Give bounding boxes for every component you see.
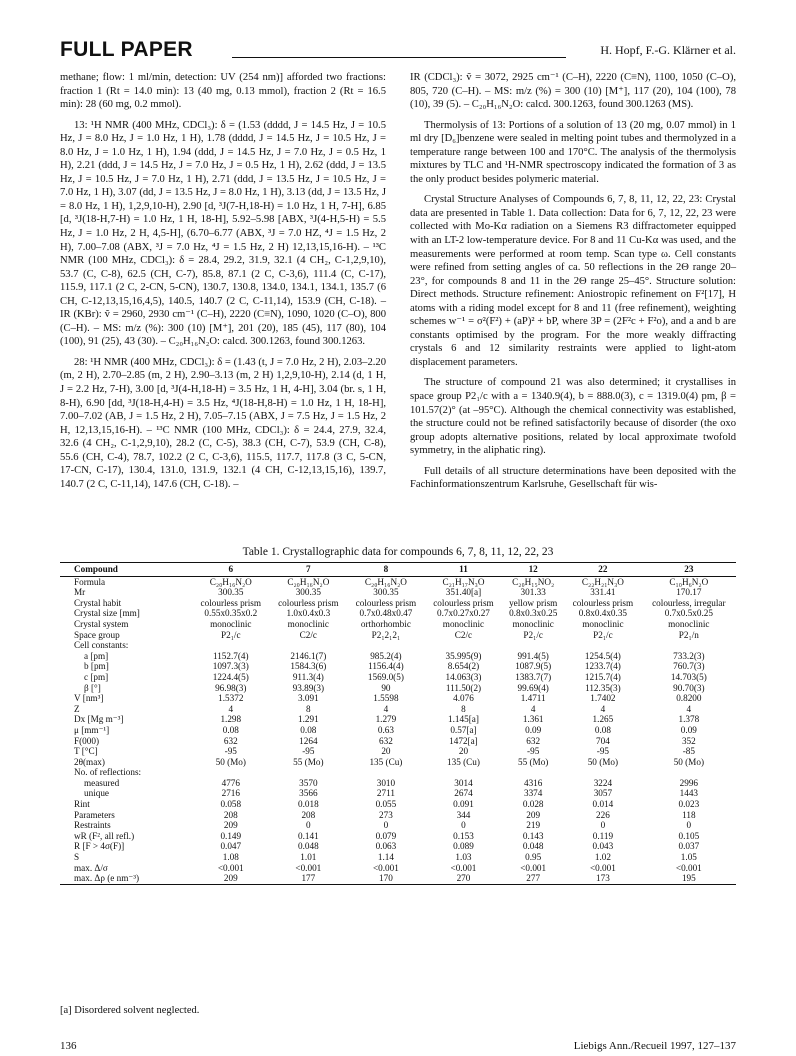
row-label: Z [74, 703, 80, 714]
row-label: Parameters [74, 809, 115, 820]
table-cell: 1.5598 [373, 693, 399, 704]
table-cell: 0.7x0.27x0.27 [437, 608, 490, 619]
table-cell: 0.8x0.4x0.35 [578, 608, 627, 619]
table-cell: 1.0x0.4x0.3 [286, 608, 331, 619]
table-cell: 93.89(3) [292, 682, 325, 693]
table-cell: 1156.4(4) [368, 661, 404, 672]
table-cell: 301.33 [520, 587, 546, 598]
table-cell: 3224 [593, 777, 613, 788]
table-cell: 2996 [679, 777, 699, 788]
table-cell: <0.001 [217, 862, 244, 873]
table-cell: 8 [461, 703, 466, 714]
column-header-compound: 11 [425, 563, 503, 577]
table-cell: 1.01 [300, 852, 317, 863]
table-row [60, 799, 736, 810]
table-cell: 96.98(3) [215, 682, 247, 693]
table-cell: colourless prism [572, 597, 634, 608]
table-cell: 351.40[a] [445, 587, 482, 598]
table-cell: 1472[a] [449, 735, 478, 746]
table-cell: P2₁/c [593, 629, 613, 640]
crystal-data-table [60, 562, 736, 885]
table-cell: 4 [383, 703, 389, 714]
table-row [60, 778, 736, 789]
table-cell: 0.014 [592, 799, 614, 810]
table-cell: 4 [530, 703, 536, 714]
table-row [60, 693, 736, 704]
table-cell: 0.8200 [676, 693, 702, 704]
table-row [60, 788, 736, 799]
table-cell: 4 [228, 703, 234, 714]
table-cell: 632 [526, 735, 541, 746]
table-cell: 4776 [221, 777, 240, 788]
table-row [60, 704, 736, 715]
row-label: Rint [74, 799, 90, 810]
table-cell: C₁₀H₆N₂O [669, 576, 709, 587]
table-cell: 344 [456, 809, 471, 820]
table-cell: colourless prism [278, 597, 339, 608]
table-cell: 0.119 [592, 830, 614, 841]
table-cell: 0 [461, 820, 466, 831]
table-cell: 273 [379, 809, 393, 820]
table-row [60, 683, 736, 694]
table-cell: 90.70(3) [673, 682, 705, 693]
table-cell [642, 640, 736, 651]
table-cell: 177 [270, 873, 348, 884]
table-cell: 2146.1(7) [290, 650, 327, 661]
table-cell [270, 767, 348, 778]
table-cell: 4 [600, 703, 606, 714]
table-cell: 1.291 [298, 714, 319, 725]
column-header-compound: 8 [347, 563, 425, 577]
table-cell: 226 [596, 809, 610, 820]
table-cell: 0.063 [375, 841, 397, 852]
table-cell: -85 [682, 746, 695, 757]
table-cell: C₂₀H₁₆N₂O [287, 576, 330, 587]
table-cell [564, 767, 642, 778]
paragraph: Full details of all structure determinations have been deposited with the Fachinformationszentrum Karlsruhe, Gesellschaft für wis- [410, 465, 736, 491]
table-row [60, 852, 736, 863]
table-cell: 3566 [299, 788, 318, 799]
table-cell: <0.001 [589, 862, 616, 873]
table-cell: C₂₀H₁₆N₂O [209, 576, 252, 587]
table-cell: 270 [425, 873, 503, 884]
table-row [60, 672, 736, 683]
table-cell: 1584.3(6) [290, 661, 327, 672]
table-row [60, 576, 736, 587]
row-label: b [pm] [84, 661, 109, 672]
table-cell: 0 [600, 820, 606, 831]
paragraph: methane; flow: 1 ml/min, detection: UV (254 nm)] afforded two fractions: fraction 1 (Rt = 14.0 min): 13 (40 mg, 0.13 mmol), fraction 2 (Rt = 16.5 min): 28 (60 mg, 0.2 mmol). [60, 72, 386, 111]
table-cell: 35.995(9) [445, 650, 482, 661]
row-label: Crystal system [74, 618, 129, 629]
table-cell: 3570 [299, 777, 318, 788]
paragraph: The structure of compound 21 was also determined; it crystallises in space group P2₁/c with a = 1340.9(4), b = 888.0(3), c = 1319.0(4) pm, β = 101.57(2)° (at –95°C). Although the chemical connectivity was established, the structure could not be refined satisfactorily because of disorder (the oxo group adopts alternative positions, related by local approximate twofold symmetry, in the aliphatic ring). [410, 377, 736, 457]
table-header-row [60, 563, 736, 577]
table-cell [425, 640, 503, 651]
table-cell [425, 767, 503, 778]
table-cell: 0 [306, 820, 311, 831]
paragraph: 28: ¹H NMR (400 MHz, CDCl₃): δ = (1.43 (t, J = 7.0 Hz, 2 H), 2.03–2.20 (m, 2 H), 2.70–2.85 (m, 2 H), 2.90–3.13 (m, 2 H) 1,2,9,10-H), 2.14 (d, 1 H, J = 2.2 Hz, 7-H), 3.00 [d, ³J(4-H,18-H) = 3.5 Hz, 1 H, 4-H], 3.04 (br. s, 1 H, 8-H), 6.90 [dd, ³J(18-H,4-H) = 3.5 Hz, ⁴J(18-H,8-H) = 1.0 Hz, 1 H, 18-H], 7.00–7.02 (AB, J = 1.5 Hz, 2 H), 7.05–7.15 (ABX, J = 7.5 Hz, J = 1.5 Hz, 2 H, 12,13,15,16-H). – ¹³C NMR (100 MHz, CDCl₃): δ = 24.4, 27.9, 32.4, 32.6 (4 CH₂, C-1,2,9,10), 28.2 (C, C-5), 38.3 (CH, C-7), 53.9 (CH, C-8), 55.6 (CH, C-4), 78.7, 102.2 (2 C, C-3,6), 115.5, 117.7, 117.8 (3 C, 5-CN, 17-CN, C-17), 130.4, 131.0, 131.9, 132.1 (4 CH, C-12,13,15,16), 139.7, 140.7 (2 C, C-11,14), 147.6 (CH, C-18). – [60, 356, 386, 490]
table-cell: 1264 [299, 735, 318, 746]
table-cell [564, 640, 642, 651]
table-cell: monoclinic [210, 618, 252, 629]
table-cell: 3057 [593, 788, 613, 799]
table-cell: 277 [502, 873, 564, 884]
table-cell: P2₁2₁2₁ [371, 629, 401, 640]
table-cell: 0.091 [453, 799, 474, 810]
table-cell [270, 640, 348, 651]
column-header-compound: 7 [270, 563, 348, 577]
table-cell: C₂₁H₁₇N₃O [442, 576, 485, 587]
table-cell: 760.7(3) [673, 661, 705, 672]
section-label: FULL PAPER [60, 38, 193, 61]
table-cell: 4.076 [453, 693, 474, 704]
column-header-compound: 6 [192, 563, 270, 577]
table-cell: 14.063(3) [445, 671, 482, 682]
table-cell: <0.001 [295, 862, 322, 873]
page-number: 136 [60, 1040, 77, 1052]
table-cell: 1.14 [377, 852, 394, 863]
table-cell: 99.69(4) [517, 682, 549, 693]
table-cell: 3.091 [298, 693, 319, 704]
table-cell: 0.105 [678, 830, 700, 841]
table-cell: 55 (Mo) [293, 756, 324, 767]
table-cell: 0.055 [375, 799, 397, 810]
table-cell: <0.001 [675, 862, 702, 873]
table-cell: 0.8x0.3x0.25 [509, 608, 558, 619]
table-cell: yellow prism [509, 597, 558, 608]
column-header-compound: 23 [642, 563, 736, 577]
row-label: Mr [74, 587, 86, 598]
row-label: Formula [74, 576, 106, 587]
header-rule [232, 57, 566, 58]
table-cell: 111.50(2) [445, 682, 482, 693]
table-cell: 20 [381, 746, 391, 757]
table-cell: -95 [224, 746, 237, 757]
table-cell: C2/c [454, 629, 473, 640]
table-cell: 0.043 [592, 841, 614, 852]
table-row [60, 746, 736, 757]
table-cell: 1383.7(7) [515, 671, 552, 682]
table-cell: 1.265 [592, 714, 614, 725]
table-cell: 118 [682, 809, 696, 820]
table-cell: 1.03 [455, 852, 472, 863]
table-cell: monoclinic [287, 618, 330, 629]
table-cell: 0.63 [377, 724, 394, 735]
table-cell: 8 [306, 703, 311, 714]
table-cell: P2₁/c [221, 629, 241, 640]
table-cell: 1.4711 [520, 693, 546, 704]
table-cell: 1.5372 [218, 693, 244, 704]
table-cell: 300.35 [295, 587, 321, 598]
table-cell: 1087.9(5) [515, 661, 552, 672]
table-cell: 50 (Mo) [587, 756, 619, 767]
table-cell: 1215.7(4) [584, 671, 621, 682]
table-cell: -95 [302, 746, 315, 757]
table-footnote: [a] Disordered solvent neglected. [60, 1005, 200, 1016]
row-label: μ [mm⁻¹] [74, 724, 110, 735]
table-cell: 14.703(5) [670, 671, 707, 682]
table-cell: 170 [347, 873, 425, 884]
table-cell: 0.09 [680, 724, 697, 735]
table-cell: <0.001 [450, 862, 477, 873]
table-cell: 50 (Mo) [215, 756, 246, 767]
table-cell: 300.35 [373, 587, 399, 598]
table-cell [192, 767, 270, 778]
table-caption: Table 1. Crystallographic data for compounds 6, 7, 8, 11, 12, 22, 23 [242, 546, 554, 558]
crystal-data-table-block [60, 546, 736, 885]
table-row [60, 831, 736, 842]
page-header [60, 38, 736, 66]
table-row [60, 608, 736, 619]
table-cell: 1233.7(4) [584, 661, 621, 672]
table-row [60, 841, 736, 852]
table-cell: 135 (Cu) [447, 756, 480, 767]
table-cell: 0 [383, 820, 389, 831]
column-header-compound: 22 [564, 563, 642, 577]
table-cell: C₂₂H₂₁N₃O [581, 576, 624, 587]
table-cell: 0.7x0.48x0.47 [359, 608, 413, 619]
table-cell: 0.079 [375, 830, 397, 841]
row-label: T [°C] [74, 746, 98, 757]
table-cell: 0.08 [222, 724, 239, 735]
row-label: max. Δρ (e nm⁻³) [60, 873, 192, 884]
table-row [60, 640, 736, 651]
table-cell: 1.05 [680, 852, 697, 863]
table-row [60, 630, 736, 641]
table-cell: 1569.0(5) [367, 671, 404, 682]
table-cell: 3010 [376, 777, 396, 788]
row-label: c [pm] [84, 671, 109, 682]
table-cell: monoclinic [582, 618, 624, 629]
row-label: 2θ(max) [74, 756, 105, 767]
table-cell: 209 [526, 809, 541, 820]
table-cell: 219 [526, 820, 541, 831]
table-row [60, 598, 736, 609]
table-cell: 632 [223, 735, 238, 746]
table-cell: 135 (Cu) [369, 756, 403, 767]
table-cell: 632 [379, 735, 393, 746]
running-authors: H. Hopf, F.-G. Klärner et al. [600, 43, 736, 57]
table-cell: 3014 [454, 777, 473, 788]
table-cell: 0.141 [298, 830, 319, 841]
table-cell: 4 [686, 703, 692, 714]
table-cell: 208 [223, 809, 238, 820]
table-cell: 1.361 [522, 714, 544, 725]
table-cell: P2₁/c [523, 629, 543, 640]
table-row [60, 757, 736, 768]
table-row [60, 587, 736, 598]
table-cell: 1.298 [220, 714, 242, 725]
table-cell: 1.279 [375, 714, 397, 725]
table-row [60, 820, 736, 831]
table-cell: 704 [596, 735, 610, 746]
table-cell: orthorhombic [360, 618, 411, 629]
row-label: S [74, 852, 80, 863]
table-cell: 112.35(3) [585, 682, 621, 693]
table-cell: 170.17 [676, 587, 702, 598]
table-cell: 0.048 [298, 841, 319, 852]
table-row [60, 725, 736, 736]
table-cell: 352 [681, 735, 696, 746]
row-label: F(000) [74, 735, 100, 746]
table-cell: 1.145[a] [448, 714, 479, 725]
table-cell: 55 (Mo) [517, 756, 549, 767]
table-cell: 1254.5(4) [584, 650, 621, 661]
table-cell: colourless prism [200, 597, 262, 608]
table-cell: 0.058 [220, 799, 242, 810]
table-row [60, 736, 736, 747]
table-row [60, 873, 736, 884]
table-row [60, 651, 736, 662]
table-cell: <0.001 [372, 862, 399, 873]
table-cell: colourless prism [355, 597, 417, 608]
table-cell: 90 [381, 682, 391, 693]
table-cell: 1.08 [222, 852, 239, 863]
table-cell: 1152.7(4) [212, 650, 249, 661]
table-body [60, 576, 736, 884]
table-cell: 985.2(4) [370, 650, 402, 661]
row-label: Cell constants: [74, 640, 129, 651]
table-cell: 0.023 [678, 799, 700, 810]
table-cell: 1.02 [594, 852, 611, 863]
table-cell: 8.654(2) [447, 661, 480, 672]
table-cell: 0.08 [300, 724, 317, 735]
row-label: β [°] [84, 682, 101, 693]
table-cell: 2716 [221, 788, 240, 799]
table-cell: C₂₀H₁₅NO₂ [512, 576, 555, 587]
table-cell: 195 [642, 873, 736, 884]
table-cell: 0.55x0.35x0.2 [204, 608, 258, 619]
table-cell: 0.028 [522, 799, 544, 810]
table-cell: 0.153 [453, 830, 474, 841]
right-column [410, 71, 736, 499]
row-label: No. of reflections: [74, 767, 142, 778]
table-cell: 173 [564, 873, 642, 884]
table-cell: <0.001 [520, 862, 547, 873]
table-cell: 209 [223, 820, 238, 831]
row-label: wR (F², all refl.) [74, 830, 135, 841]
table-cell: -95 [596, 746, 610, 757]
row-label: Crystal habit [74, 597, 122, 608]
row-label: measured [84, 777, 120, 788]
table-cell [347, 640, 425, 651]
table-cell: 0.7x0.5x0.25 [664, 608, 713, 619]
row-label: unique [84, 788, 110, 799]
table-cell: 0.57[a] [450, 724, 477, 735]
table-cell: 0.018 [298, 799, 319, 810]
table-row [60, 767, 736, 778]
left-column [60, 71, 386, 498]
journal-citation: Liebigs Ann./Recueil 1997, 127–137 [573, 1040, 736, 1052]
table-cell: 1097.3(3) [212, 661, 249, 672]
table-cell: monoclinic [512, 618, 554, 629]
row-label: Crystal size [mm] [74, 608, 140, 619]
table-cell: 2674 [454, 788, 473, 799]
table-cell: 3374 [523, 788, 543, 799]
table-cell: 209 [192, 873, 270, 884]
row-label: Dx [Mg m⁻³] [74, 714, 124, 725]
table-cell: 0.089 [453, 841, 474, 852]
table-cell: monoclinic [668, 618, 710, 629]
table-cell: 0.149 [220, 830, 242, 841]
table-cell: monoclinic [442, 618, 485, 629]
table-cell: 0.09 [525, 724, 542, 735]
table-cell: 50 (Mo) [673, 756, 705, 767]
paragraph: 13: ¹H NMR (400 MHz, CDCl₃): δ = (1.53 (dddd, J = 14.5 Hz, J = 10.5 Hz, J = 8.0 Hz, J = 1.0 Hz, 1 H), 1.78 (dddd, J = 14.5 Hz, J = 10.5 Hz, J = 8.0 Hz, J = 1.0 Hz, 1 H), 1.94 (ddd, J = 14.5 Hz, J = 7.0 Hz, J = 0.5 Hz, 1 H), 2.21 (ddd, J = 14.5 Hz, J = 7.0 Hz, J = 0.5 Hz, 1 H), 2.62 (ddd, J = 13.5 Hz, J = 10.5 Hz, J = 7.0 Hz, 1 H), 2.71 (ddd, J = 13.5 Hz, J = 10.5 Hz, J = 7.0 Hz, 1 H), 3.07 (dd, J = 13.5 Hz, J = 8.0 Hz, 1 H), 3.13 (dd, J = 13.5 Hz, J = 8.0 Hz, 1 H), 1,2,9,10-H), 2.90 [d, ³J(7-H,18-H) = 1.0 Hz, 1 H, 7-H], 6.85 [d, ³J(18-H,7-H) = 1.0 Hz, 1 H, 18-H], 5.92–5.98 [ABX, ³J(4-H,5-H) = 5.5 Hz, J = 1.0 Hz, 2 H, 4,5-H], (6.70–6.77 (ABX, ³J = 7.0 HZ, ⁴J = 1.5 Hz, 2 H), 7.00–7.08 (ABX, ³J = 7.0 Hz, ⁴J = 1.5 Hz, 2 H) 12,13,15,16-H). – ¹³C NMR (100 MHz, CDCl₃): δ = 28.4, 29.2, 31.9, 32.1 (4 CH₂, C-1,2,9,10), 53.7 (C, C-8), 62.5 (CH, C-7), 85.8, 87.1 (2 C, C-3,6), 111.4 (C, C-17), 115.9, 117.1 (2 C, 2-CN, 5-CN), 130.7, 130.8, 134.0, 134.1, 134.1, 135.7 (6 CH, C-12,13,15,16,4,5), 140.5, 140.7 (2 C, C-11,14), 153.9 (CH, C-18). – IR (KBr): ṽ = 2960, 2930 cm⁻¹ (C–H), 2220 (C≡N), 1090, 1020 (C–O), 800 (C–H). – MS: m/z (%): 300 (10) [M⁺], 201 (20), 185 (45), 117 (80), 104 (100), 91 (25), 43 (30). – C₂₀H₁₆N₂O: calcd. 300.1263, found 300.1263. [60, 119, 386, 348]
table-cell: 1443 [679, 788, 699, 799]
table-cell: -95 [527, 746, 540, 757]
table-cell: 0 [686, 820, 692, 831]
paragraph: IR (CDCl₃): ṽ = 3072, 2925 cm⁻¹ (C–H), 2220 (C≡N), 1100, 1050 (C–O), 805, 720 (C–H). – MS: m/z (%) = 300 (10) [M⁺], 117 (20), 104 (100), 78 (10), 39 (5). – C₂₀H₁₆N₂O: calcd. 300.1263, found 300.1263 (MS). [410, 72, 736, 111]
table-cell [642, 767, 736, 778]
table-cell: 208 [301, 809, 316, 820]
row-label: max. Δ/σ [74, 862, 108, 873]
table-cell: 1.378 [678, 714, 700, 725]
table-cell: 331.41 [590, 587, 616, 598]
table-cell: C₂₀H₁₆N₂O [364, 576, 407, 587]
row-label: Restraints [74, 820, 111, 831]
table-row [60, 619, 736, 630]
table-row [60, 810, 736, 821]
table-cell: 0.95 [525, 852, 542, 863]
column-header-compound: 12 [502, 563, 564, 577]
row-label: V [nm³] [74, 693, 104, 704]
paragraph: Thermolysis of 13: Portions of a solution of 13 (20 mg, 0.07 mmol) in 1 ml dry [D₆]benzene were sealed in melting point tubes and thermolyzed in a temperature range between 100 and 170°C. The analysis of the thermolysis mixtures by TLC and ¹H-NMR spectroscopy indicated the formation of 3 as the only product besides polymeric material. [410, 119, 736, 185]
table-cell: 0.048 [522, 841, 544, 852]
table-cell: 0.08 [594, 724, 611, 735]
table-cell [347, 767, 425, 778]
paragraph: Crystal Structure Analyses of Compounds 6, 7, 8, 11, 12, 22, 23: Crystal data are presented in Table 1. Data collection: Data for 6, 7, 12, 22, 23 were collected with Mo-Kα radiation on a Siemens R3 diffractometer equipped with an LT-2 low-temperature device. For 8 and 11 Cu-Kα was used, and the measurements were performed at room temp. Scan type ω. Cell constants were refined from setting angles of ca. 50 reflections in the 2Θ range 20–23°, for compounds 8 and 11 in the 2Θ range 25–45°. Structure solution: Direct methods. Structure refinement: Aniostropic refinement on F²[17], H atoms with a riding model except for 8 and 11 (free refinement), weighting schemes w⁻¹ = σ²(F²) + (aP)² + bP, where 3P = (2F²c + F²o), and a and b are constants optimised by the program. For the more weakly diffracting crystals 6 and 12 similarity restraints were applied to light-atom displacement parameters. [410, 194, 736, 368]
row-label: Space group [74, 629, 120, 640]
table-cell: 1224.4(5) [212, 671, 249, 682]
row-label: R [F > 4σ(F)] [74, 841, 125, 852]
table-cell: colourless, irregular [652, 597, 726, 608]
table-cell: 4316 [523, 777, 543, 788]
table-cell: P2₁/n [678, 629, 699, 640]
table-cell: 0.037 [678, 841, 700, 852]
row-label: a [pm] [84, 650, 109, 661]
table-cell [192, 640, 270, 651]
table-cell: 911.3(4) [292, 671, 324, 682]
table-cell: 0.047 [220, 841, 242, 852]
table-cell: colourless prism [433, 597, 494, 608]
table-cell: 20 [458, 746, 469, 757]
table-cell: 991.4(5) [517, 650, 549, 661]
table-cell: 0.143 [522, 830, 544, 841]
table-cell: 2711 [376, 788, 395, 799]
column-header-label: Compound [60, 563, 192, 577]
table-row [60, 863, 736, 874]
table-cell [502, 767, 564, 778]
table-cell: 300.35 [218, 587, 244, 598]
table-row [60, 714, 736, 725]
table-row [60, 661, 736, 672]
table-cell: C2/c [299, 629, 318, 640]
table-cell [502, 640, 564, 651]
table-cell: 1.7402 [590, 693, 616, 704]
table-cell: 733.2(3) [673, 650, 705, 661]
